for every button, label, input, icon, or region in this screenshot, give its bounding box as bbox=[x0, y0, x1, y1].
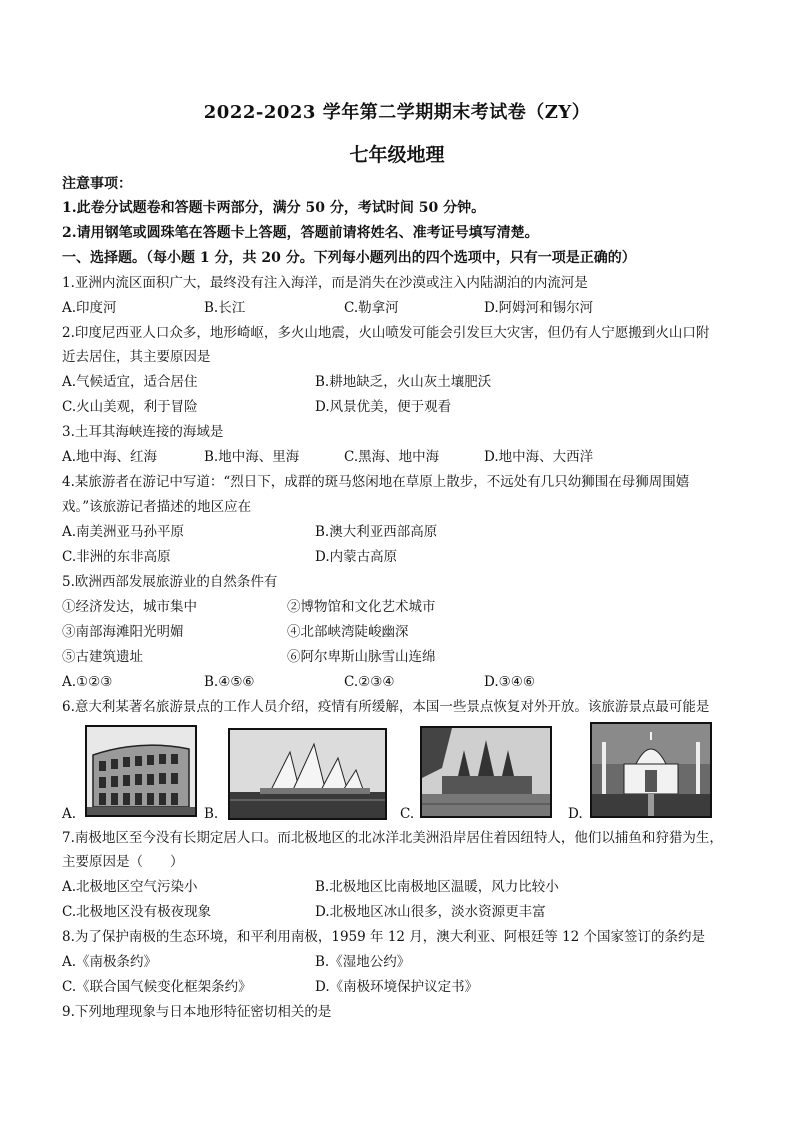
q1-option-d: D.阿姆河和锡尔河 bbox=[484, 300, 594, 316]
q5-item-6: ⑥阿尔卑斯山脉雪山连绵 bbox=[287, 649, 436, 665]
q2-stem-line-1: 2.印度尼西亚人口众多，地形崎岖，多火山地震，火山喷发可能会引发巨大灾害，但仍有人宁愿搬到火山口附 bbox=[62, 325, 710, 341]
q8-option-a: A.《南极条约》 bbox=[62, 954, 158, 970]
q1-option-c: C.勒拿河 bbox=[344, 300, 399, 316]
q6-option-a: A. bbox=[62, 806, 77, 822]
q4-stem-line-1: 4.某旅游者在游记中写道：“烈日下，成群的斑马悠闲地在草原上散步，不远处有几只幼狮围在母狮周围嬉 bbox=[62, 474, 690, 490]
taj-mahal-photo bbox=[590, 722, 712, 818]
q2-stem-line-2: 近去居住，其主要原因是 bbox=[62, 349, 211, 365]
q1-stem: 1.亚洲内流区面积广大，最终没有注入海洋，而是消失在沙漠或注入内陆湖泊的内流河是 bbox=[62, 275, 588, 291]
exam-title: 2022-2023 学年第二学期期末考试卷（ZY） bbox=[203, 102, 591, 123]
q3-option-b: B.地中海、里海 bbox=[204, 449, 300, 465]
q8-option-d: D.《南极环境保护议定书》 bbox=[315, 979, 479, 995]
section-1-heading: 一、选择题。（每小题 1 分，共 20 分。下列每小题列出的四个选项中，只有一项是正确的） bbox=[62, 250, 636, 266]
q5-item-2: ②博物馆和文化艺术城市 bbox=[287, 599, 436, 615]
q7-option-b: B.北极地区比南极地区温暖，风力比较小 bbox=[315, 879, 559, 895]
q5-item-1: ①经济发达，城市集中 bbox=[62, 599, 197, 615]
q4-stem-line-2: 戏。”该旅游记者描述的地区应在 bbox=[62, 499, 252, 515]
q2-option-b: B.耕地缺乏，火山灰土壤肥沃 bbox=[315, 374, 492, 390]
notes-heading: 注意事项： bbox=[62, 176, 132, 192]
notes-item-2: 2.请用钢笔或圆珠笔在答题卡上答题，答题前请将姓名、准考证号填写清楚。 bbox=[62, 225, 539, 241]
q7-stem-line-1: 7.南极地区至今没有长期定居人口。而北极地区的北冰洋北美洲沿岸居住着因纽特人，他们以捕鱼和狩猎为生， bbox=[62, 830, 723, 846]
q5-option-c: C.②③④ bbox=[344, 674, 395, 690]
q2-option-a: A.气候适宜，适合居住 bbox=[62, 374, 198, 390]
q9-stem: 9.下列地理现象与日本地形特征密切相关的是 bbox=[62, 1004, 332, 1020]
q5-option-d: D.③④⑥ bbox=[484, 674, 535, 690]
sydney-opera-house-photo bbox=[228, 728, 387, 820]
q4-option-b: B.澳大利亚西部高原 bbox=[315, 524, 438, 540]
q6-option-d: D. bbox=[568, 806, 583, 822]
q5-item-4: ④北部峡湾陡峻幽深 bbox=[287, 624, 409, 640]
q1-option-b: B.长江 bbox=[204, 300, 246, 316]
q3-option-c: C.黑海、地中海 bbox=[344, 449, 440, 465]
exam-subtitle: 七年级地理 bbox=[349, 144, 445, 166]
q7-option-a: A.北极地区空气污染小 bbox=[62, 879, 198, 895]
q8-option-c: C.《联合国气候变化框架条约》 bbox=[62, 979, 252, 995]
q2-option-d: D.风景优美，便于观看 bbox=[315, 399, 452, 415]
q5-stem: 5.欧洲西部发展旅游业的自然条件有 bbox=[62, 574, 278, 590]
q3-option-d: D.地中海、大西洋 bbox=[484, 449, 594, 465]
q7-option-c: C.北极地区没有极夜现象 bbox=[62, 904, 212, 920]
q3-option-a: A.地中海、红海 bbox=[62, 449, 158, 465]
q4-option-c: C.非洲的东非高原 bbox=[62, 549, 171, 565]
q8-option-b: B.《湿地公约》 bbox=[315, 954, 411, 970]
q5-item-3: ③南部海滩阳光明媚 bbox=[62, 624, 184, 640]
q5-option-b: B.④⑤⑥ bbox=[204, 674, 255, 690]
q4-option-d: D.内蒙古高原 bbox=[315, 549, 398, 565]
q5-item-5: ⑤古建筑遗址 bbox=[62, 649, 143, 665]
q5-option-a: A.①②③ bbox=[62, 674, 113, 690]
angkor-wat-photo bbox=[420, 726, 552, 818]
notes-item-1: 1.此卷分试题卷和答题卡两部分，满分 50 分，考试时间 50 分钟。 bbox=[62, 200, 486, 216]
q6-stem: 6.意大利某著名旅游景点的工作人员介绍，疫情有所缓解，本国一些景点恢复对外开放。该旅游景点最可能是 bbox=[62, 699, 710, 715]
q2-option-c: C.火山美观，利于冒险 bbox=[62, 399, 198, 415]
q8-stem: 8.为了保护南极的生态环境，和平利用南极，1959 年 12 月，澳大利亚、阿根廷等 12 个国家签订的条约是 bbox=[62, 929, 706, 945]
q7-option-d: D.北极地区冰山很多，淡水资源更丰富 bbox=[315, 904, 546, 920]
colosseum-photo bbox=[85, 725, 197, 817]
q4-option-a: A.南美洲亚马孙平原 bbox=[62, 524, 185, 540]
q7-stem-line-2: 主要原因是（ ） bbox=[62, 854, 184, 870]
q6-option-b: B. bbox=[204, 806, 219, 822]
q6-option-c: C. bbox=[400, 806, 415, 822]
q1-option-a: A.印度河 bbox=[62, 300, 117, 316]
q3-stem: 3.土耳其海峡连接的海域是 bbox=[62, 424, 224, 440]
